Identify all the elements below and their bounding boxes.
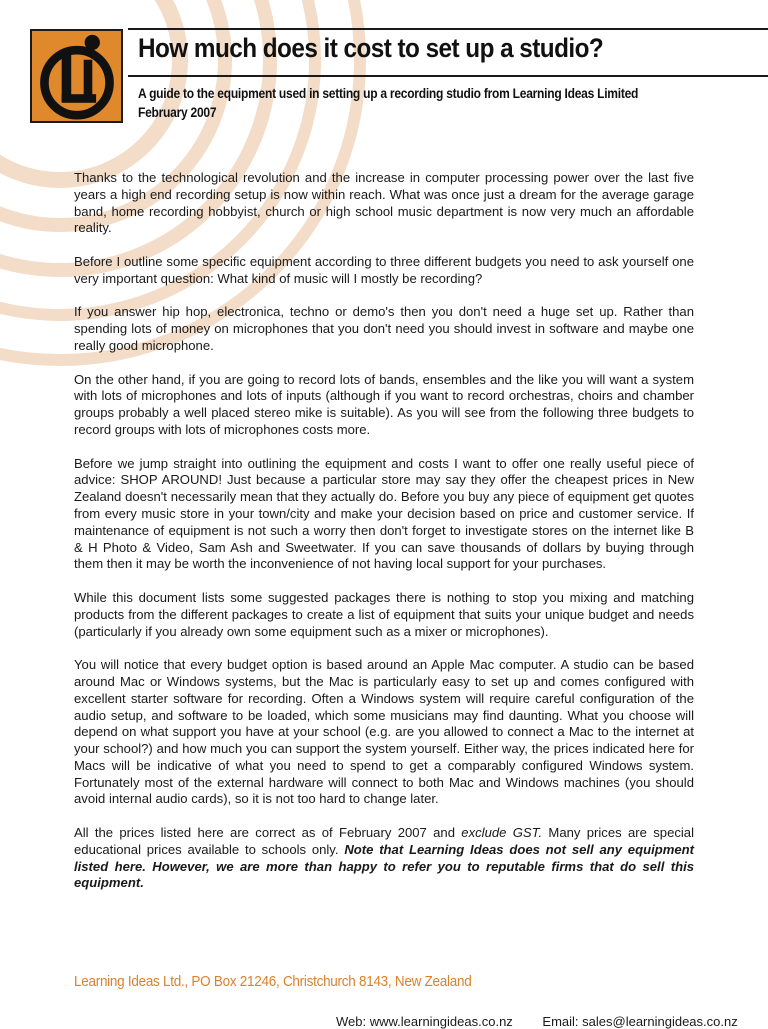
paragraph-small-setup: If you answer hip hop, electronica, techno or demo's then you don't need a huge set up. Rather than spending lots of money on microphones that you don't need you should invest in software and maybe one really good microphone. xyxy=(74,304,694,353)
subtitle-date: February 2007 xyxy=(138,104,217,120)
paragraph-mac-windows: You will notice that every budget option is based around an Apple Mac computer. A studio can be based around Mac or Windows systems, but the Mac is particularly easy to set up and comes configured with excellent starter software for recording. Often a Windows system will require careful configuration of the audio setup, and software to be loaded, which some musicians may find daunting. What you choose will depend on what support you have at your school (e.g. are you allowed to connect a Mac to the internet at your school?) and how much you can support the system yourself. Either way, the prices indicated here for Macs will be indicative of what you need to spend to get a comparably configured Windows system. Fortunately most of the external hardware will connect to both Mac and Windows machines (you should avoid internal audio cards), so it is not too hard to change later. xyxy=(74,657,694,807)
prices-disclaimer: Note that Learning Ideas does not sell any equipment listed here. However, we are more than happy to refer you to reputable firms that do sell this equipment. xyxy=(74,841,694,891)
paragraph-mix-match: While this document lists some suggested packages there is nothing to stop you mixing and matching products from the different packages to create a list of equipment that suits your unique budget and needs (particularly if you already own some equipment such as a mixer or microphones). xyxy=(74,589,694,639)
page-title: How much does it cost to set up a studio? xyxy=(138,33,604,63)
footer-contact xyxy=(336,1014,764,1029)
header-rule-top xyxy=(128,28,768,30)
prices-text-a: All the prices listed here are correct as of February 2007 and xyxy=(74,825,462,841)
header-rule-bottom xyxy=(128,75,768,77)
learning-ideas-logo-icon xyxy=(30,29,123,123)
page-subtitle xyxy=(138,84,638,122)
document-body xyxy=(74,170,694,909)
paragraph-intro: Thanks to the technological revolution and the increase in computer processing power over the last five years a high end recording setup is now within reach. What was once just a dream for the average garage band, home recording hobbyist, church or high school music department is now very much an affordable reality. xyxy=(74,170,694,236)
footer-web-link[interactable]: Web: www.learningideas.co.nz xyxy=(336,1014,513,1029)
prices-gst-note: exclude GST. xyxy=(461,825,543,841)
footer-address: Learning Ideas Ltd., PO Box 21246, Christchurch 8143, New Zealand xyxy=(74,973,472,990)
paragraph-prices xyxy=(74,825,694,892)
subtitle-line-1: A guide to the equipment used in setting up a recording studio from Learning Ideas Limited xyxy=(138,85,639,101)
prices-text-b: Many prices are special educational prices available to schools only. xyxy=(74,825,694,857)
paragraph-large-setup: On the other hand, if you are going to record lots of bands, ensembles and the like you will want a system with lots of microphones and lots of inputs (although if you want to record orchestras, choirs and chamber groups probably a well placed stereo mike is suitable). As you will see from the following three budgets to record groups with lots of microphones costs more. xyxy=(74,371,694,437)
paragraph-question: Before I outline some specific equipment according to three different budgets you need to ask yourself one very important question: What kind of music will I mostly be recording? xyxy=(74,253,694,286)
paragraph-shop-around: Before we jump straight into outlining the equipment and costs I want to offer one really useful piece of advice: SHOP AROUND! Just because a particular store may say they offer the cheapest prices in New Zealand doesn't necessarily mean that they actually do. Before you buy any piece of equipment get quotes from every music store in your town/city and make your decision based on price and customer service. If maintenance of equipment is not such a worry then don't forget to investigate stores on the internet like B & H Photo & Video, Sam Ash and Sweetwater. If you can save thousands of dollars by buying through them then it may be worth the inconvenience of not having local support for your purchases. xyxy=(74,455,694,572)
footer-email-link[interactable]: Email: sales@learningideas.co.nz xyxy=(542,1014,738,1029)
